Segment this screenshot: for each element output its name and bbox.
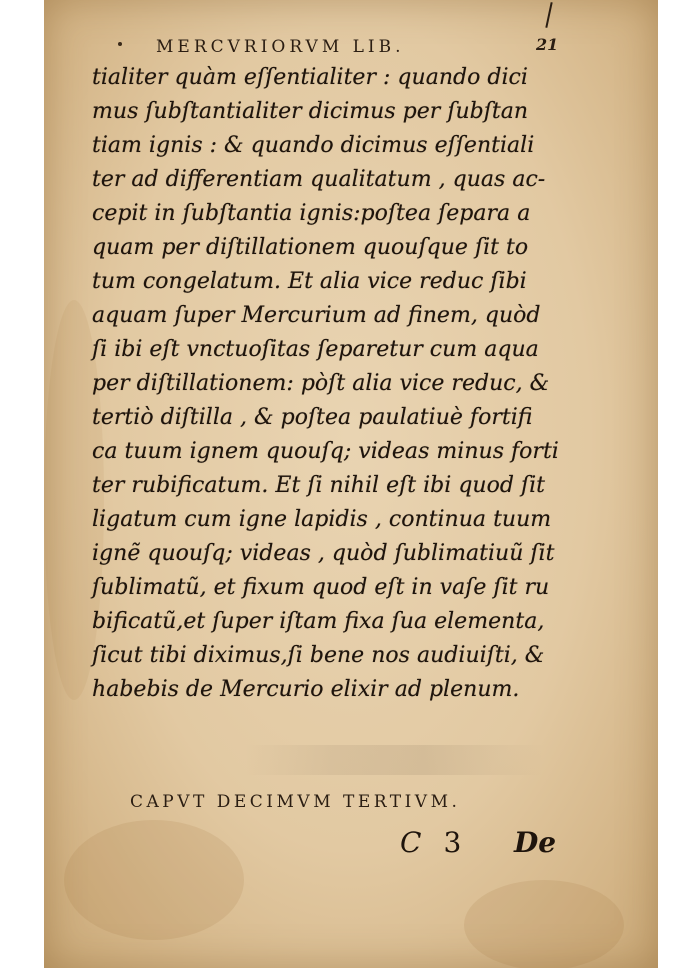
- text-line: per diſtillationem: pòſt alia vice reduc, &: [92, 370, 550, 396]
- signature-letter: C: [400, 826, 422, 859]
- margin-pen-stroke: [545, 2, 552, 28]
- text-line: ſicut tibi diximus,ſi bene nos audiuiſti, &: [92, 642, 545, 668]
- text-line: ignẽ quouſq; videas , quòd ſublimatiuũ ſit: [92, 540, 555, 566]
- catchword: De: [514, 826, 557, 859]
- text-line: tiam ignis : & quando dicimus eſſentiali: [92, 132, 535, 158]
- body-text: [92, 60, 572, 706]
- text-line: quam per diſtillationem quouſque ſit to: [92, 234, 529, 260]
- page-number: 21: [536, 35, 559, 54]
- text-line: ca tuum ignem quouſq; videas minus forti: [92, 438, 559, 464]
- text-line: tum congelatum. Et alia vice reduc ſibi: [92, 268, 527, 294]
- running-head: [116, 35, 559, 59]
- chapter-heading: CAPVT DECIMVM TERTIVM.: [130, 792, 461, 812]
- paper-stain: [64, 820, 244, 940]
- text-line: ter ad differentiam qualitatum , quas ac-: [92, 166, 546, 192]
- signature-mark: [400, 826, 461, 866]
- text-line: cepit in ſubſtantia ignis:poſtea ſepara a: [92, 200, 531, 226]
- text-line: ligatum cum igne lapidis , continua tuum: [92, 506, 552, 532]
- text-line: ſublimatũ, et fixum quod eſt in vaſe ſit ru: [92, 574, 550, 600]
- text-line: tialiter quàm eſſentialiter : quando dici: [92, 64, 528, 90]
- signature-number: 3: [443, 826, 462, 859]
- paper-stain: [464, 880, 624, 968]
- running-head-title: MERCVRIORVM LIB.: [156, 37, 405, 57]
- text-line: habebis de Mercurio elixir ad plenum.: [92, 676, 520, 702]
- text-line: tertiò diſtilla , & poſtea paulatiuè fortifi: [92, 404, 533, 430]
- text-line: bificatũ,et ſuper iſtam fixa ſua elementa,: [92, 608, 545, 634]
- text-line: ter rubificatum. Et ſi nihil eſt ibi quod ſit: [92, 472, 546, 498]
- text-line: ſi ibi eſt vnctuoſitas ſeparetur cum aqua: [92, 336, 539, 362]
- text-line: aquam ſuper Mercurium ad finem, quòd: [92, 302, 541, 328]
- ink-show-through: [244, 745, 544, 775]
- text-line: mus ſubſtantialiter dicimus per ſubſtan: [92, 98, 529, 124]
